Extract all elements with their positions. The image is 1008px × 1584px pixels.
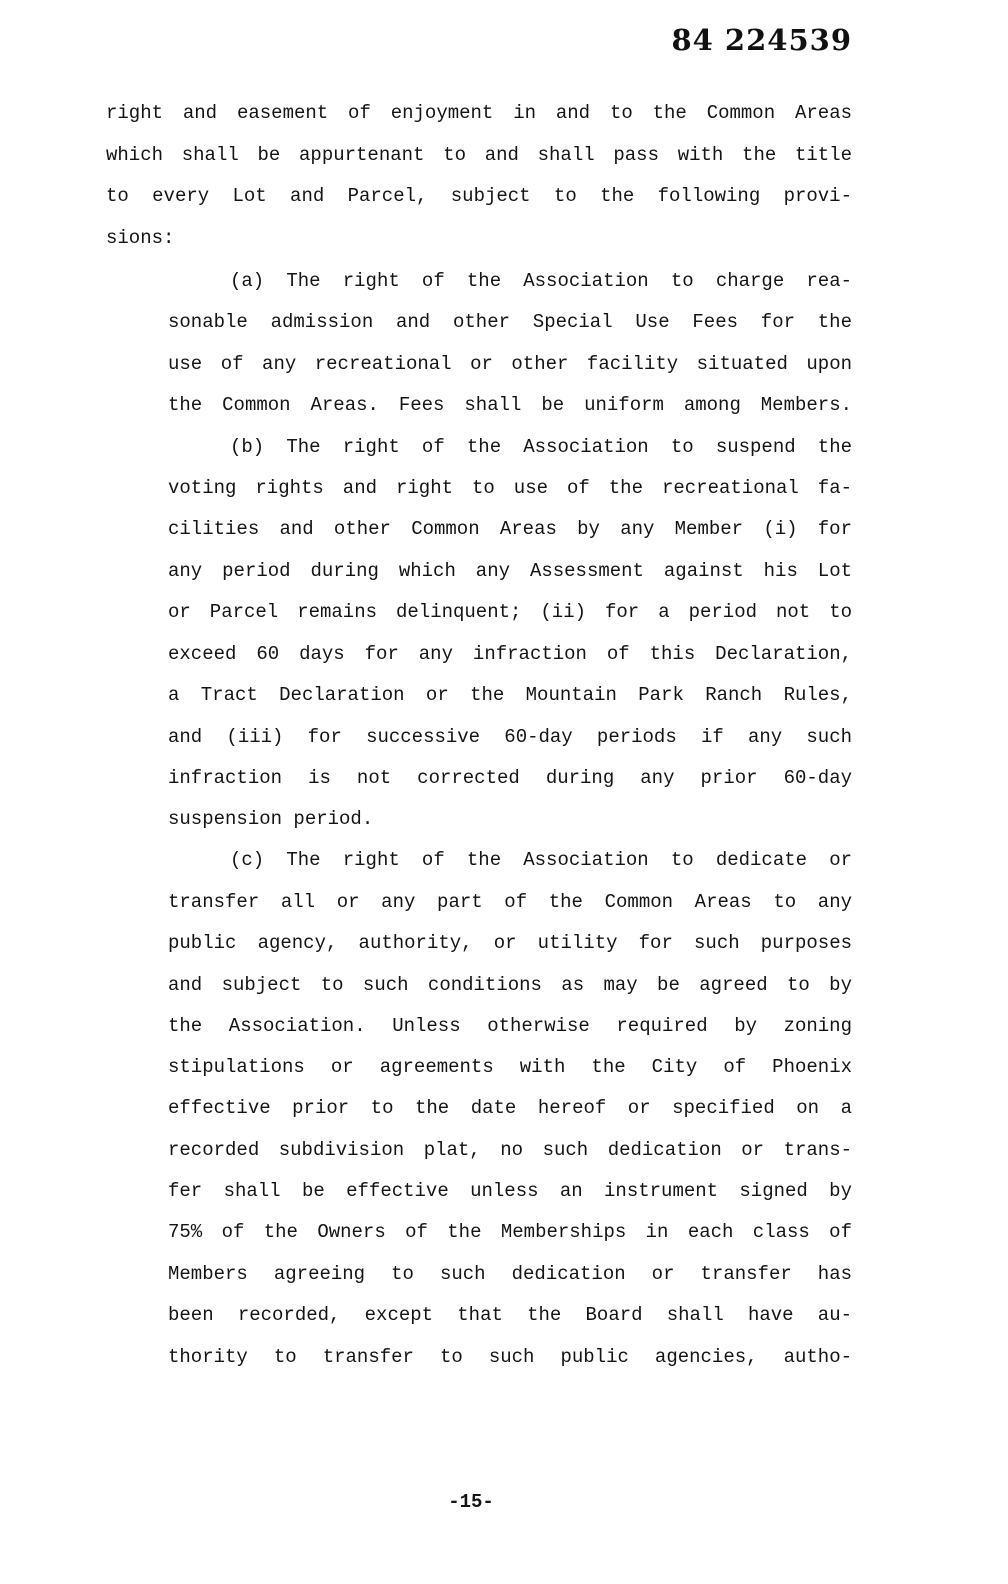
paragraph-line: or Parcel remains delinquent; (ii) for a period not to <box>168 601 852 623</box>
paragraph-line: which shall be appurtenant to and shall pass with the title <box>106 144 852 166</box>
paragraph-line: stipulations or agreements with the City of Phoenix <box>168 1056 852 1078</box>
paragraph-line: exceed 60 days for any infraction of this Declaration, <box>168 643 852 665</box>
paragraph-line: to every Lot and Parcel, subject to the following provi- <box>106 185 852 207</box>
paragraph-line: suspension period. <box>168 808 374 830</box>
paragraph-line: a Tract Declaration or the Mountain Park Ranch Rules, <box>168 684 852 706</box>
paragraph-line: effective prior to the date hereof or specified on a <box>168 1097 852 1119</box>
page-number: -15- <box>448 1491 494 1513</box>
paragraph-line: infraction is not corrected during any prior 60-day <box>168 767 852 789</box>
paragraph-line: fer shall be effective unless an instrument signed by <box>168 1180 852 1202</box>
paragraph-line: the Association. Unless otherwise required by zoning <box>168 1015 852 1037</box>
paragraph-line: cilities and other Common Areas by any Member (i) for <box>168 518 852 540</box>
paragraph-line: Members agreeing to such dedication or transfer has <box>168 1263 852 1285</box>
paragraph-line: (a) The right of the Association to charge rea- <box>230 270 852 292</box>
paragraph-line: and (iii) for successive 60-day periods if any such <box>168 726 852 748</box>
paragraph-line: voting rights and right to use of the recreational fa- <box>168 477 852 499</box>
paragraph-line: been recorded, except that the Board shall have au- <box>168 1304 852 1326</box>
paragraph-line: (b) The right of the Association to suspend the <box>230 436 852 458</box>
paragraph-line: and subject to such conditions as may be agreed to by <box>168 974 852 996</box>
paragraph-line: use of any recreational or other facility situated upon <box>168 353 852 375</box>
paragraph-line: sions: <box>106 227 175 249</box>
paragraph-line: transfer all or any part of the Common Areas to any <box>168 891 852 913</box>
paragraph-line: right and easement of enjoyment in and to the Common Areas <box>106 102 852 124</box>
paragraph-line: recorded subdivision plat, no such dedication or trans- <box>168 1139 852 1161</box>
paragraph-line: thority to transfer to such public agencies, autho- <box>168 1346 852 1368</box>
paragraph-line: sonable admission and other Special Use Fees for the <box>168 311 852 333</box>
paragraph-line: public agency, authority, or utility for such purposes <box>168 932 852 954</box>
paragraph-line: the Common Areas. Fees shall be uniform among Members. <box>168 394 852 416</box>
document-number: 84 224539 <box>671 23 852 57</box>
paragraph-line: (c) The right of the Association to dedicate or <box>230 849 852 871</box>
paragraph-line: 75% of the Owners of the Memberships in each class of <box>168 1221 852 1243</box>
paragraph-line: any period during which any Assessment against his Lot <box>168 560 852 582</box>
